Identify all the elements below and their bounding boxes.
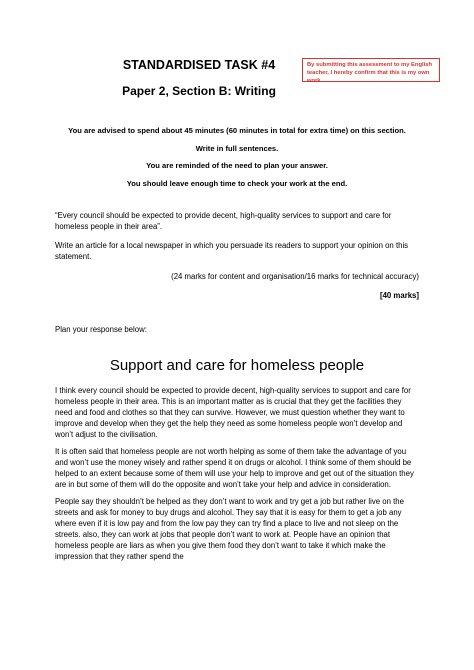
marks-breakdown: (24 marks for content and organisation/16 marks for technical accuracy) [171,272,419,281]
essay-title: Support and care for homeless people [109,357,365,374]
marks-total: [40 marks] [379,291,419,300]
task-subtitle: Paper 2, Section B: Writing [122,84,276,98]
essay-paragraph: People say they shouldn’t be helped as they don’t want to work and try get a job but rather live on the streets and ask for money to buy drugs and alcohol. They say that it is easy for them to get a job any where even if it is low pay and from the low pay they can try find a place to live and not sleep on the streets. also, they can work at jobs that people don’t want to work at. People have an opinion that homeless people are liars as when you give them food they don’t want to take it which make the impression that they rather spend the [55,497,404,561]
confirmation-note: By submitting this assessment to my English teacher, I hereby confirm that this is my own work. [302,58,440,82]
instructions [55,126,419,196]
task-description: Write an article for a local newspaper in which you persuade its readers to support your opinion on this statement. [55,241,409,261]
plan-label: Plan your response below: [55,325,147,334]
essay-paragraph: It is often said that homeless people are not worth helping as some of them take the advantage of you and won’t use the money wisely and rather spend it on drugs or alcohol. I think some of them should be helped to an extent because some of them will use your help to improve and get out of the situation they are in but some of them will do the opposite and won’t take your help and advice in consideration. [55,447,414,489]
instruction-line: You should leave enough time to check your work at the end. [126,178,348,188]
essay-body [55,385,419,568]
essay-paragraph: I think every council should be expected to provide decent, high-quality services to support and care for homeless people in their area. This is an important matter as is crucial that they get the facilities they need and food and clothes so that they can survive. However, we must question whether they want to improve and develop when they get the help they need as some homeless people won’t develop and won’t adjust to the civilisation. [55,386,411,439]
instruction-line: Write in full sentences. [195,143,279,153]
task-quote: “Every council should be expected to provide decent, high-quality services to support and care for homeless people in their area”. [55,211,392,231]
instruction-line: You are reminded of the need to plan your answer. [146,161,328,170]
instruction-line: You are advised to spend about 45 minutes (60 minutes in total for extra time) on this section. [68,126,406,135]
task-title: STANDARDISED TASK #4 [122,58,276,72]
